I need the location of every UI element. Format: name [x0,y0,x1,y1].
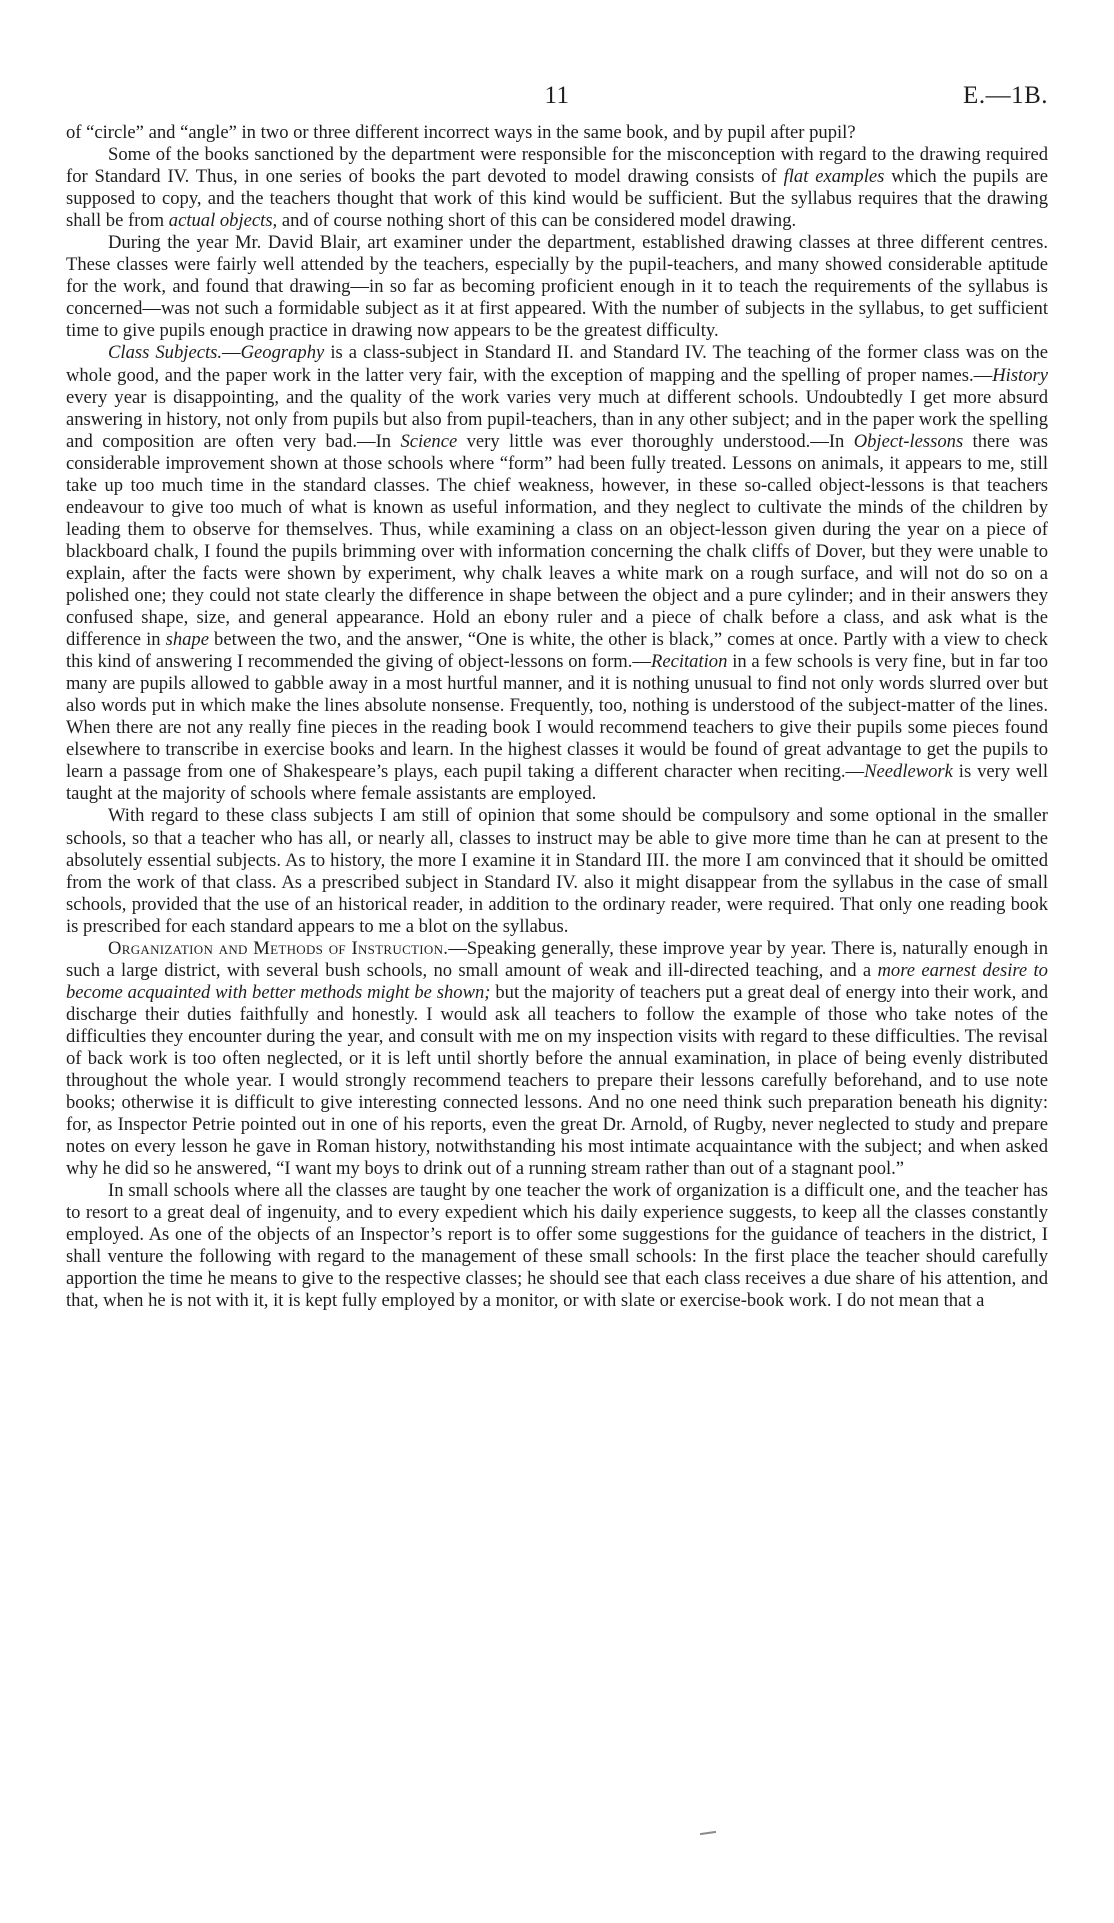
page-header [66,82,1048,122]
report-body [66,122,1048,1313]
italic-run: Class Subjects. [108,342,223,364]
italic-run: more earnest desire to become acquainted with better methods might be shown; [66,959,1048,1003]
text-run: Some of the books sanctioned by the department were responsible for the misconception with regard to the drawing required for Standard IV. Thus, in one series of books the part devoted to model drawing consists of [66,144,1048,188]
document-page [66,82,1048,1313]
italic-run: Needlework [864,761,953,783]
section-heading-run: Organization and Methods of Instruction. [108,937,449,959]
italic-run: Geography [240,342,325,364]
page-number: 11 [544,82,570,109]
italic-run: flat examples [783,166,885,188]
paragraph-drawing-classes [66,232,1048,342]
text-run: — [222,342,241,364]
italic-run: History [992,364,1048,386]
text-run: every year is disappointing, and the quality of the work varies very much at different schools. Undoubtedly I get more absurd answering in history, not only from pupils but also from pupil-teachers, than in any other subject; and in the paper work the spelling and composition are often very bad.—In [66,386,1048,452]
paragraph-class-subjects-opinion [66,805,1048,937]
paragraph-drawing-books [66,144,1048,232]
text-run: —Speaking generally, these improve year by year. There is, naturally enough in such a large district, with several bush schools, no small amount of weak and ill-directed teaching, and a [66,937,1049,981]
paragraph-drawing-circle-angle [66,122,1048,144]
italic-run: Object-lessons [853,430,964,452]
text-run: between the two, and the answer, “One is white, the other is black,” comes at once. Partly with a view to check this kind of answering I recommended the giving of object-lessons on form.— [66,629,1048,673]
paragraph-small-schools [66,1180,1048,1312]
text-run: With regard to these class subjects I am still of opinion that some should be compulsory and some optional in the smaller schools, so that a teacher who has all, or nearly all, classes to instruct may be able to give more time than he can at present to the absolutely essential subjects. As to history, the more I examine it in Standard III. the more I am convinced that it should be omitted from the work of that class. As a prescribed subject in Standard IV. also it might disappear from the syllabus in the case of small schools, provided that the use of an historical reader, in addition to the ordinary reader, were required. That only one reading book is prescribed for each standard appears to me a blot on the syllabus. [66,805,1048,937]
text-run: of “circle” and “angle” in two or three different incorrect ways in the same book, and by pupil after pupil? [66,122,856,143]
text-run: in a few schools is very fine, but in far too many are pupils allowed to gabble away in a most hurtful manner, and it is nothing unusual to find not only words slurred over but also words put in which make the lines absolute nonsense. Frequently, too, nothing is understood of the subject-matter of the lines. When there are not any really fine pieces in the reading book I would recommend teachers to give their pupils some pieces found elsewhere to transcribe in exercise books and learn. In the highest classes it would be found of great advantage to get the pupils to learn a passage from one of Shakespeare’s plays, each pupil taking a different character when reciting.— [66,651,1048,783]
text-run: is a class-subject in Standard II. and Standard IV. The teaching of the former class was on the whole good, and the paper work in the latter very fair, with the exception of mapping and the spelling of proper names.— [66,342,1048,386]
text-run: very little was ever thoroughly understood.—In [457,430,854,452]
text-run: In small schools where all the classes are taught by one teacher the work of organization is a difficult one, and the teacher has to resort to a great deal of ingenuity, and to every expedient which his daily experience suggests, to keep all the classes constantly employed. As one of the objects of an Inspector’s report is to offer some suggestions for the guidance of teachers in the district, I shall venture the following with regard to the management of these small schools: In the first place the teacher should carefully apportion the time he means to give to the respective classes; he should see that each class receives a due share of his attention, and that, when he is not with it, it is kept fully employed by a monitor, or with slate or exercise-book work. I do not mean that a [66,1180,1048,1312]
text-run: is very well taught at the majority of schools where female assistants are employed. [66,761,1048,805]
paragraph-class-subjects [66,342,1048,805]
text-run: there was considerable improvement shown at those schools where “form” had been fully treated. Lessons on animals, it appears to me, still take up too much time in the standard classes. The chief weakness, however, in these so-called object-lessons is that teachers endeavour to give too much of what is known as useful information, and they neglect to cultivate the minds of the children by leading them to observe for themselves. Thus, while examining a class on an object-lesson given during the year on a piece of blackboard chalk, I found the pupils brimming over with information concerning the chalk cliffs of Dover, but they were unable to explain, after the facts were shown by experiment, why chalk leaves a white mark on a rough surface, and will not do so on a polished one; they could not state clearly the difference in shape between the object and a pure cylinder; and in their answers they confused shape, size, and general appearance. Hold an ebony ruler and a piece of chalk before a class, and ask what is the difference in [66,430,1048,651]
text-run: which the pupils are supposed to copy, and the teachers thought that work of this kind would be sufficient. But the syllabus requires that the drawing shall be from [66,166,1049,232]
italic-run: Science [400,430,458,452]
text-run: During the year Mr. David Blair, art examiner under the department, established drawing classes at three different centres. These classes were fairly well attended by the teachers, especially by the pupil-teachers, and many showed considerable aptitude for the work, and found that drawing—in so far as becoming proficient enough in it to teach the requirements of the syllabus is concerned—was not such a formidable subject as it at first appeared. With the number of subjects in the syllabus, to get sufficient time to give pupils enough practice in drawing now appears to be the greatest difficulty. [66,232,1048,342]
italic-run: shape [165,629,209,651]
stray-ink-mark [700,1831,716,1835]
series-code: E.—1B. [963,82,1048,109]
italic-run: actual objects, [168,210,278,232]
text-run: and of course nothing short of this can be considered model drawing. [277,210,797,232]
text-run: but the majority of teachers put a great deal of energy into their work, and discharge their duties faithfully and honestly. I would ask all teachers to follow the example of those who take notes of the difficulties they encounter during the year, and consult with me on my inspection visits with regard to these difficulties. The revisal of back work is too often neglected, or it is left until shortly before the annual examination, in place of being evenly distributed throughout the whole year. I would strongly recommend teachers to prepare their lessons carefully beforehand, and to use note books; otherwise it is difficult to give interesting connected lessons. And no one need think such preparation beneath his dignity: for, as Inspector Petrie pointed out in one of his reports, even the great Dr. Arnold, of Rugby, never neglected to study and prepare notes on every lesson he gave in Roman history, notwithstanding his most intimate acquaintance with the subject; and when asked why he did so he answered, “I want my boys to drink out of a running stream rather than out of a stagnant pool.” [66,981,1049,1180]
paragraph-organization [66,938,1048,1181]
italic-run: Recitation [650,651,728,673]
